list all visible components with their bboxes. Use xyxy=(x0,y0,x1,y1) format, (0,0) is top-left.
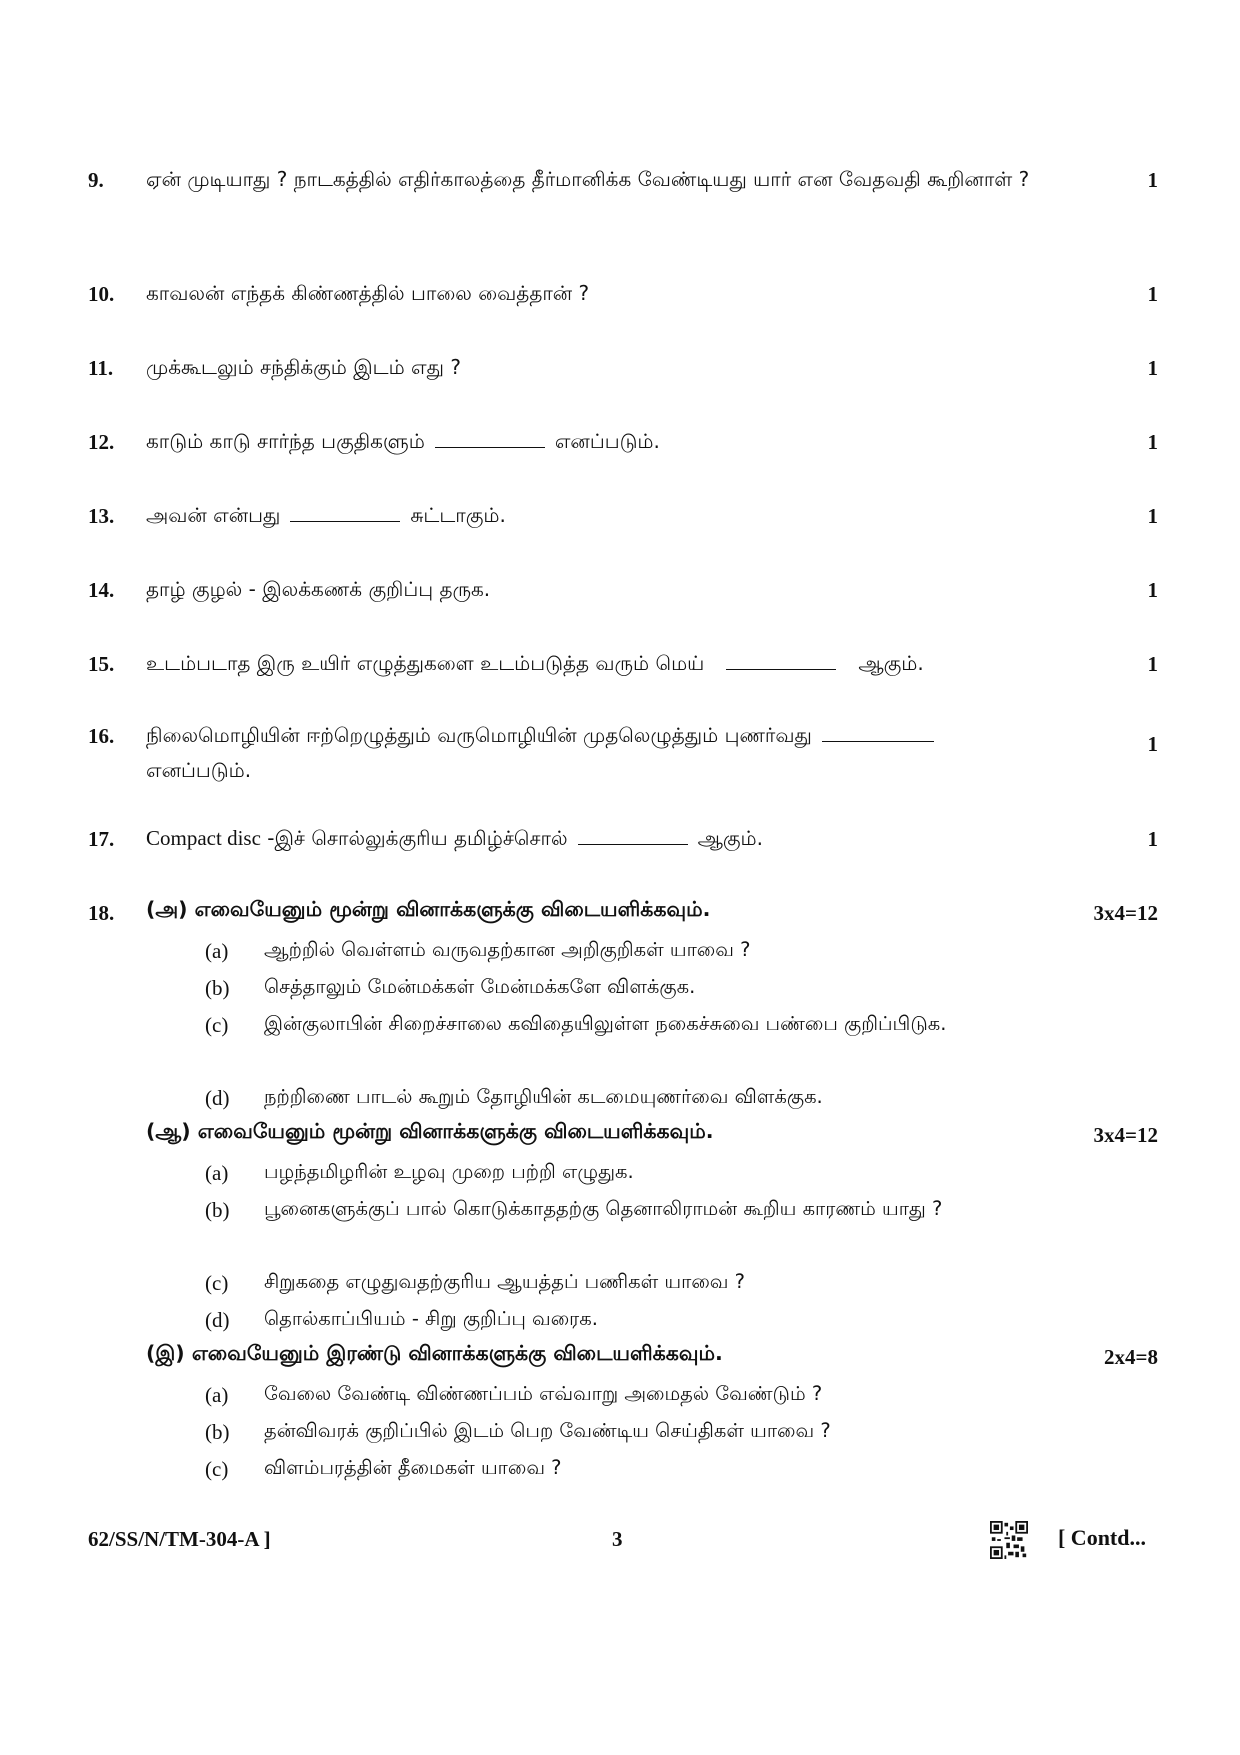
sub-label: (c) xyxy=(205,1457,229,1481)
text-before-blank: காடும் காடு சார்ந்த பகுதிகளும் xyxy=(146,429,425,453)
paper-code: 62/SS/N/TM-304-A ] xyxy=(88,1527,271,1551)
text-before-blank: -இச் சொல்லுக்குரிய தமிழ்ச்சொல் xyxy=(267,826,568,850)
question-text: காவலன் எந்தக் கிண்ணத்தில் பாலை வைத்தான் ? xyxy=(146,281,590,305)
question-number: 16. xyxy=(88,724,115,748)
text-after-blank: ஆகும். xyxy=(697,826,763,850)
answer-blank xyxy=(726,651,836,670)
answer-blank xyxy=(290,503,400,522)
question-text xyxy=(146,821,1086,856)
sub-label: (a) xyxy=(205,1161,229,1185)
question-text: முக்கூடலும் சந்திக்கும் இடம் எது ? xyxy=(146,355,461,379)
question-number: 12. xyxy=(88,430,115,454)
text-after-blank: எனப்படும். xyxy=(146,758,252,782)
sub-text: செத்தாலும் மேன்மக்கள் மேன்மக்களே விளக்குக. xyxy=(264,975,696,998)
question-number: 13. xyxy=(88,504,115,528)
question-text xyxy=(146,646,1086,681)
sub-label: (b) xyxy=(205,1198,230,1222)
question-number: 15. xyxy=(88,652,115,676)
sub-label: (b) xyxy=(205,976,230,1000)
question-marks: 1 xyxy=(1147,168,1158,192)
continued-label: [ Contd... xyxy=(1057,1525,1146,1550)
sub-text: வேலை வேண்டி விண்ணப்பம் எவ்வாறு அமைதல் வேண்டும் ? xyxy=(264,1382,823,1405)
answer-blank xyxy=(435,429,545,448)
sub-label: (d) xyxy=(205,1308,230,1332)
sub-text: சிறுகதை எழுதுவதற்குரிய ஆயத்தப் பணிகள் யாவை ? xyxy=(264,1270,746,1293)
sub-text: தொல்காப்பியம் - சிறு குறிப்பு வரைக. xyxy=(264,1307,598,1330)
section-marks: 2x4=8 xyxy=(1104,1345,1158,1369)
question-marks: 1 xyxy=(1147,356,1158,380)
question-text xyxy=(146,498,1086,533)
question-number: 9. xyxy=(88,168,104,192)
text-after-blank: சுட்டாகும். xyxy=(410,503,506,527)
sub-label: (a) xyxy=(205,1383,229,1407)
sub-label: (b) xyxy=(205,1420,230,1444)
question-marks: 1 xyxy=(1147,282,1158,306)
answer-blank xyxy=(578,826,688,845)
text-after-blank: எனப்படும். xyxy=(554,429,660,453)
question-text xyxy=(146,718,1106,788)
question-marks: 1 xyxy=(1147,732,1158,756)
question-marks: 1 xyxy=(1147,827,1158,851)
sub-text: தன்விவரக் குறிப்பில் இடம் பெற வேண்டிய செய்திகள் யாவை ? xyxy=(264,1419,831,1442)
sub-text: விளம்பரத்தின் தீமைகள் யாவை ? xyxy=(264,1456,562,1479)
question-number: 14. xyxy=(88,578,115,602)
text-before-blank: உடம்படாத இரு உயிர் எழுத்துகளை உடம்படுத்த வரும் மெய் xyxy=(146,651,705,675)
sub-text: ஆற்றில் வெள்ளம் வருவதற்கான அறிகுறிகள் யாவை ? xyxy=(264,938,751,961)
question-text: தாழ் குழல் - இலக்கணக் குறிப்பு தருக. xyxy=(146,577,491,601)
question-marks: 1 xyxy=(1147,652,1158,676)
sub-text: பூனைகளுக்குப் பால் கொடுக்காததற்கு தெனாலிராமன் கூறிய காரணம் யாது ? xyxy=(264,1197,943,1220)
section-marks: 3x4=12 xyxy=(1093,901,1158,925)
section-marks: 3x4=12 xyxy=(1093,1123,1158,1147)
sub-label: (c) xyxy=(205,1013,229,1037)
question-marks: 1 xyxy=(1147,504,1158,528)
qr-code-icon xyxy=(990,1521,1028,1559)
question-marks: 1 xyxy=(1147,430,1158,454)
section-heading-text: (இ) எவையேனும் இரண்டு வினாக்களுக்கு விடையளிக்கவும். xyxy=(146,1341,723,1365)
section-heading-text: (ஆ) எவையேனும் மூன்று வினாக்களுக்கு விடையளிக்கவும். xyxy=(146,1119,714,1143)
sub-text: இன்குலாபின் சிறைச்சாலை கவிதையிலுள்ள நகைச்சுவை பண்பை குறிப்பிடுக. xyxy=(264,1012,947,1035)
sub-text: பழந்தமிழரின் உழவு முறை பற்றி எழுதுக. xyxy=(264,1160,634,1183)
question-text xyxy=(146,424,1086,459)
text-after-blank: ஆகும். xyxy=(858,651,924,675)
sub-label: (c) xyxy=(205,1271,229,1295)
question-text: ஏன் முடியாது ? நாடகத்தில் எதிர்காலத்தை தீர்மானிக்க வேண்டியது யார் என வேதவதி கூறினாள் ? xyxy=(146,167,1030,191)
text-before-blank: நிலைமொழியின் ஈற்றெழுத்தும் வருமொழியின் முதலெழுத்தும் புணர்வது xyxy=(146,723,812,747)
question-marks: 1 xyxy=(1147,578,1158,602)
sub-text: நற்றிணை பாடல் கூறும் தோழியின் கடமையுணர்வை விளக்குக. xyxy=(264,1085,823,1108)
page-number: 3 xyxy=(612,1527,623,1551)
answer-blank xyxy=(822,723,934,742)
section-heading-text: (அ) எவையேனும் மூன்று வினாக்களுக்கு விடையளிக்கவும். xyxy=(146,897,711,921)
question-number: 10. xyxy=(88,282,115,306)
question-number: 17. xyxy=(88,827,115,851)
question-number: 11. xyxy=(88,356,114,380)
english-term: Compact disc xyxy=(146,826,261,850)
sub-label: (a) xyxy=(205,939,229,963)
sub-label: (d) xyxy=(205,1086,230,1110)
question-number: 18. xyxy=(88,901,115,925)
text-before-blank: அவன் என்பது xyxy=(146,503,281,527)
